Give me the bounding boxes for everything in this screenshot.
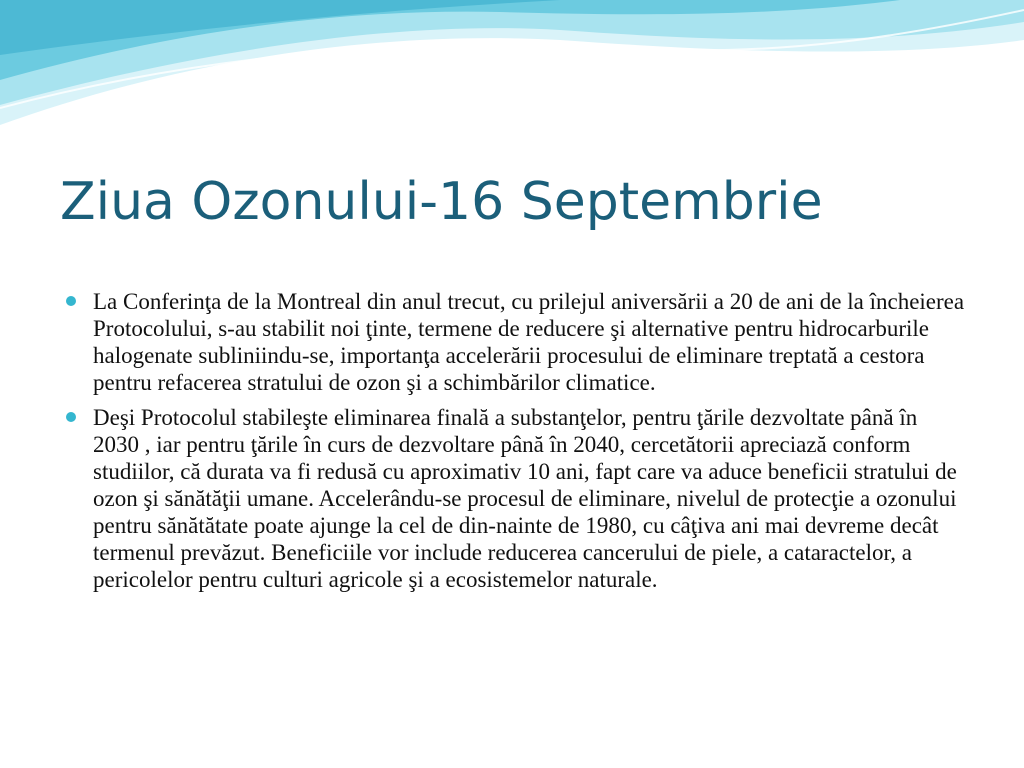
bullet-marker-icon <box>66 412 76 422</box>
slide-title: Ziua Ozonului-16 Septembrie <box>60 172 823 232</box>
bullet-item <box>66 288 966 396</box>
bullet-list <box>66 288 966 601</box>
bullet-text: La Conferinţa de la Montreal din anul trecut, cu prilejul aniversării a 20 de ani de la încheierea Protocolului, s-au stabilit noi ţinte, termene de reducere şi alternative pentru hidrocarburile halogenate subliniindu-se, importanţa accelerării procesului de eliminare treptată a cestora pentru refacerea stratului de ozon şi a schimbărilor climatice. <box>93 289 965 395</box>
wave-decoration <box>0 0 1024 130</box>
bullet-text: Deşi Protocolul stabileşte eliminarea finală a substanţelor, pentru ţările dezvoltate până în 2030 , iar pentru ţările în curs de dezvoltare până în 2040, cercetătorii apreciază conform studiilor, că durata va fi redusă cu aproximativ 10 ani, fapt care va aduce beneficii stratului de ozon şi sănătăţii umane. Accelerându-se procesul de eliminare, nivelul de protecţie a ozonului pentru sănătătate poate ajunge la cel de din-nainte de 1980, cu câţiva ani mai devreme decât termenul prevăzut. Beneficiile vor include reducerea cancerului de piele, a cataractelor, a pericolelor pentru culturi agricole şi a ecosistemelor naturale. <box>93 405 957 592</box>
bullet-marker-icon <box>66 296 76 306</box>
bullet-item <box>66 404 966 593</box>
